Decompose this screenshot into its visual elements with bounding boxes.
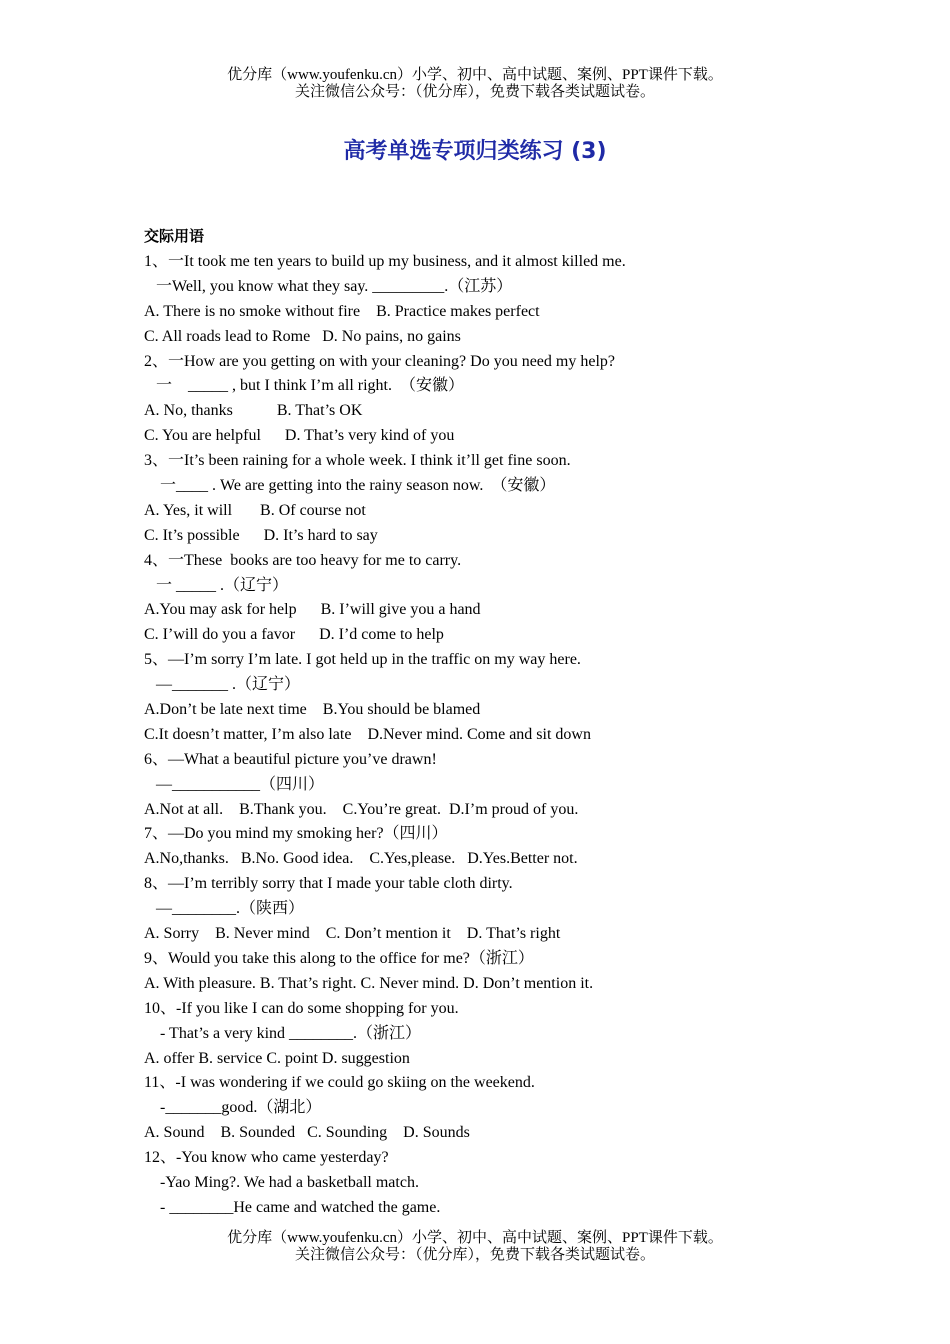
text-line: A. Sorry B. Never mind C. Don’t mention it D. That’s right xyxy=(144,925,561,943)
text-line: 1、一It took me ten years to build up my business, and it almost killed me. xyxy=(144,253,626,270)
header-line-1: 优分库（www.youfenku.cn）小学、初中、高中试题、案例、PPT课件下载。 xyxy=(227,67,723,83)
text-line: A. Sound B. Sounded C. Sounding D. Sounds xyxy=(144,1124,470,1142)
text-line: - ________He came and watched the game. xyxy=(144,1198,441,1216)
text-line: A. offer B. service C. point D. suggestion xyxy=(144,1049,410,1067)
text-line: A. With pleasure. B. That’s right. C. Never mind. D. Don’t mention it. xyxy=(144,974,594,992)
text-line: 10、-If you like I can do some shopping for you. xyxy=(144,999,459,1017)
text-line: 一 _____ , but I think I’m all right. （安徽） xyxy=(144,377,464,395)
section-heading: 交际用语 xyxy=(144,227,205,245)
header-line-2: 关注微信公众号：（优分库），免费下载各类试题试卷。 xyxy=(294,84,655,100)
page-header xyxy=(0,67,950,101)
text-line: 4、一These books are too heavy for me to carry. xyxy=(144,551,462,569)
text-line: -_______good.（湖北） xyxy=(144,1099,322,1117)
text-line: 6、—What a beautiful picture you’ve drawn! xyxy=(144,750,437,768)
text-line: 5、—I’m sorry I’m late. I got held up in the traffic on my way here. xyxy=(144,651,581,669)
question-list xyxy=(144,250,864,1221)
text-line: A.No,thanks. B.No. Good idea. C.Yes,please. D.Yes.Better not. xyxy=(144,850,578,868)
text-line: 一____ . We are getting into the rainy season now. （安徽） xyxy=(144,477,556,495)
footer-line-2: 关注微信公众号：（优分库），免费下载各类试题试卷。 xyxy=(294,1247,655,1263)
text-line: 一Well, you know what they say. _________.（江苏） xyxy=(144,277,513,295)
text-line: —_______ .（辽宁） xyxy=(144,676,301,694)
text-line: C. All roads lead to Rome D. No pains, no gains xyxy=(144,327,461,345)
text-line: 7、—Do you mind my smoking her?（四川） xyxy=(144,825,448,843)
text-line: C. I’will do you a favor D. I’d come to help xyxy=(144,626,444,644)
text-line: 9、Would you take this along to the office for me?（浙江） xyxy=(144,949,534,967)
text-line: A. There is no smoke without fire B. Practice makes perfect xyxy=(144,302,540,320)
page-title: 高考单选专项归类练习 (3) xyxy=(343,139,607,164)
text-line: C. It’s possible D. It’s hard to say xyxy=(144,526,378,544)
text-line: 一 _____ .（辽宁） xyxy=(144,576,289,594)
text-line: -Yao Ming?. We had a basketball match. xyxy=(144,1173,419,1191)
text-line: 2、一How are you getting on with your cleaning? Do you need my help? xyxy=(144,352,616,370)
text-line: —________.（陕西） xyxy=(144,900,305,918)
text-line: - That’s a very kind ________.（浙江） xyxy=(144,1024,422,1042)
text-line: A. Yes, it will B. Of course not xyxy=(144,501,366,519)
footer-line-1: 优分库（www.youfenku.cn）小学、初中、高中试题、案例、PPT课件下载。 xyxy=(227,1230,723,1246)
text-line: 12、-You know who came yesterday? xyxy=(144,1149,389,1167)
text-line: C.It doesn’t matter, I’m also late D.Never mind. Come and sit down xyxy=(144,725,591,743)
text-line: A.Don’t be late next time B.You should be blamed xyxy=(144,701,481,719)
text-line: A.You may ask for help B. I’will give you a hand xyxy=(144,601,481,619)
text-line: —___________（四川） xyxy=(144,775,325,793)
page-footer xyxy=(0,1230,950,1264)
text-line: A.Not at all. B.Thank you. C.You’re great. D.I’m proud of you. xyxy=(144,800,579,818)
text-line: A. No, thanks B. That’s OK xyxy=(144,402,363,420)
text-line: 8、—I’m terribly sorry that I made your table cloth dirty. xyxy=(144,875,513,893)
text-line: 3、一It’s been raining for a whole week. I think it’ll get fine soon. xyxy=(144,452,571,470)
text-line: C. You are helpful D. That’s very kind of you xyxy=(144,427,455,445)
text-line: 11、-I was wondering if we could go skiing on the weekend. xyxy=(144,1074,535,1092)
